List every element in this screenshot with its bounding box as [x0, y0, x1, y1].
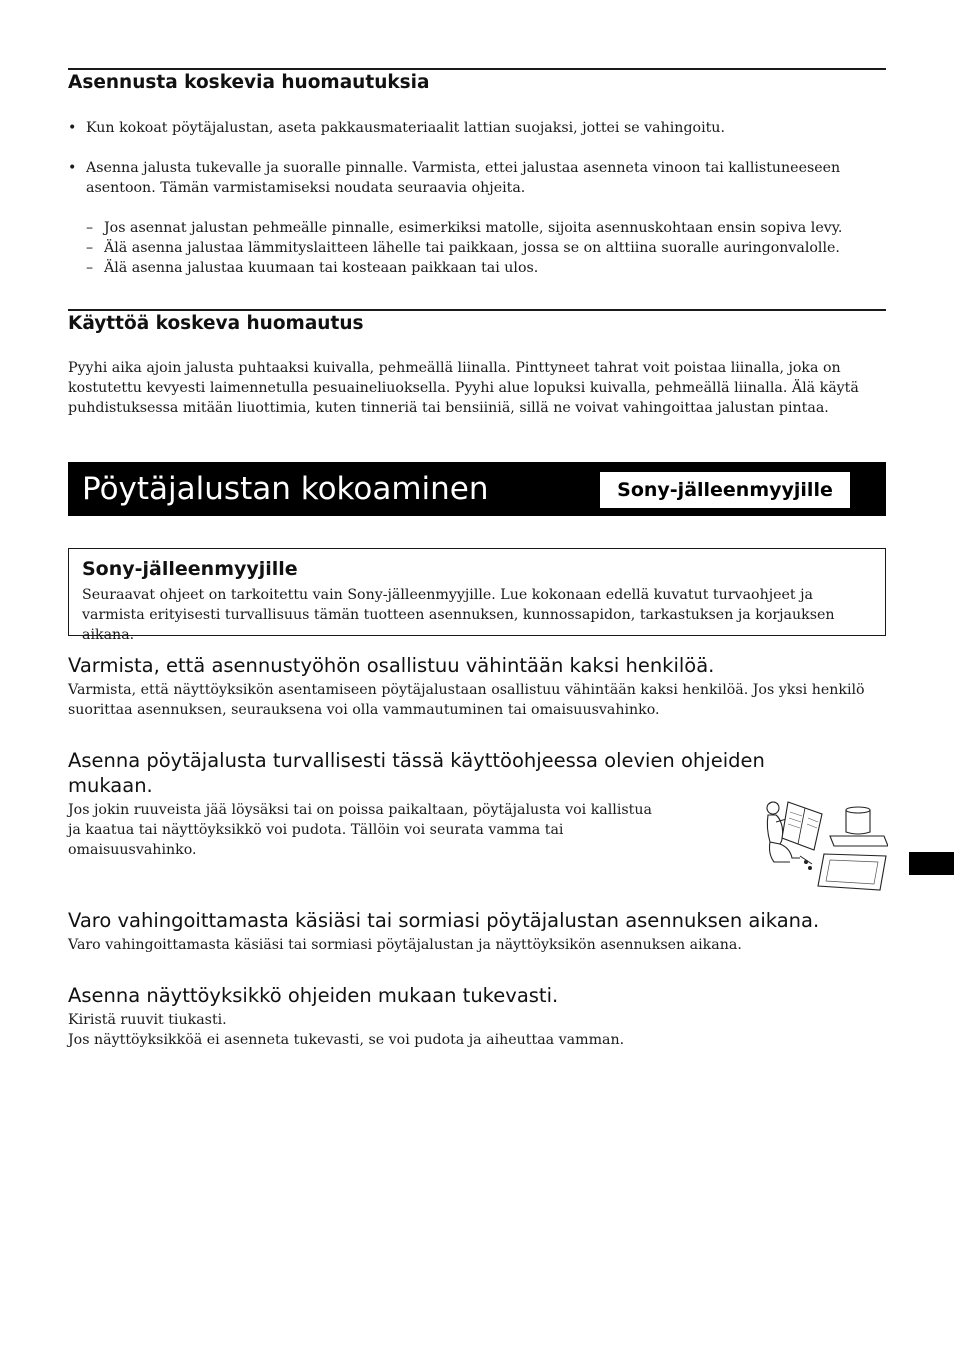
section-rule [68, 309, 886, 311]
usage-note-text: Pyyhi aika ajoin jalusta puhtaaksi kuivalla, pehmeällä liinalla. Pinttyneet tahrat voit poistaa liinalla, joka on kostutettu kevyesti laimennetulla pesuaineliuoksella. Pyyhi alue lopuksi kuivalla, pehmeällä liinalla. Älä käytä puhdistuksessa mitään liuottimia, kuten tinneriä tai bensiiniä, sillä ne voivat vahingoittaa jalustan pintaa. [68, 360, 859, 416]
dash-item-text: Älä asenna jalustaa kuumaan tai kosteaan paikkaan tai ulos. [104, 260, 539, 276]
chapter-banner [68, 462, 886, 516]
dash-icon: – [86, 240, 94, 256]
dash-icon: – [86, 260, 94, 276]
dash-icon: – [86, 220, 94, 236]
bullet-icon: • [68, 160, 77, 176]
warning-text: Jos näyttöyksikköä ei asenneta tukevasti, se voi pudota ja aiheuttaa vamman. [68, 1032, 625, 1048]
bullet-icon: • [68, 120, 77, 136]
warning-heading: Asenna pöytäjalusta turvallisesti tässä käyttöohjeessa olevien ohjeiden mukaan. [68, 749, 765, 797]
dealer-notice-heading: Sony-jälleenmyyjille [82, 558, 298, 580]
dealer-notice-text: Seuraavat ohjeet on tarkoitettu vain Sony-jälleenmyyjille. Lue kokonaan edellä kuvatut turvaohjeet ja varmista erityisesti turvallisuus tämän tuotteen asennuksen, kunnossapidon, tarkastuksen ja korjauksen aikana. [82, 587, 835, 643]
warning-heading: Asenna näyttöyksikkö ohjeiden mukaan tukevasti. [68, 984, 559, 1007]
assembly-illustration [760, 798, 888, 894]
bullet-text: Kun kokoat pöytäjalustan, aseta pakkausmateriaalit lattian suojaksi, jottei se vahingoitu. [86, 120, 725, 136]
warning-text: Kiristä ruuvit tiukasti. [68, 1012, 227, 1028]
section-rule [68, 68, 886, 70]
dealer-tag: Sony-jälleenmyyjille [600, 472, 850, 508]
bullet-text: Asenna jalusta tukevalle ja suoralle pinnalle. Varmista, ettei jalustaa asenneta vinoon tai kallistuneeseen asentoon. Tämän varmistamiseksi noudata seuraavia ohjeita. [86, 160, 841, 196]
warning-heading: Varo vahingoittamasta käsiäsi tai sormiasi pöytäjalustan asennuksen aikana. [68, 909, 820, 932]
warning-text: Jos jokin ruuveista jää löysäksi tai on poissa paikaltaan, pöytäjalusta voi kallistua ja kaatua tai näyttöyksikkö voi pudota. Tällöin voi seurata vamma tai omaisuusvahinko. [68, 802, 652, 858]
install-notes-heading: Asennusta koskevia huomautuksia [68, 72, 430, 93]
warning-heading: Varmista, että asennustyöhön osallistuu vähintään kaksi henkilöä. [68, 654, 715, 677]
warning-text: Varo vahingoittamasta käsiäsi tai sormiasi pöytäjalustan ja näyttöyksikön asennuksen aikana. [68, 937, 742, 953]
usage-note-heading: Käyttöä koskeva huomautus [68, 313, 364, 334]
chapter-title: Pöytäjalustan kokoaminen [82, 471, 489, 507]
warning-text: Varmista, että näyttöyksikön asentamiseen pöytäjalustaan osallistuu vähintään kaksi henkilöä. Jos yksi henkilö suorittaa asennuksen, seurauksena voi olla vammautuminen tai omaisuusvahinko. [68, 682, 865, 718]
language-tab-marker [909, 852, 954, 875]
dash-item-text: Älä asenna jalustaa lämmityslaitteen lähelle tai paikkaan, jossa se on alttiina suoralle auringonvalolle. [104, 240, 840, 256]
dash-item-text: Jos asennat jalustan pehmeälle pinnalle, esimerkiksi matolle, sijoita asennuskohtaan ensin sopiva levy. [104, 220, 843, 236]
dealer-notice-box [68, 548, 886, 643]
